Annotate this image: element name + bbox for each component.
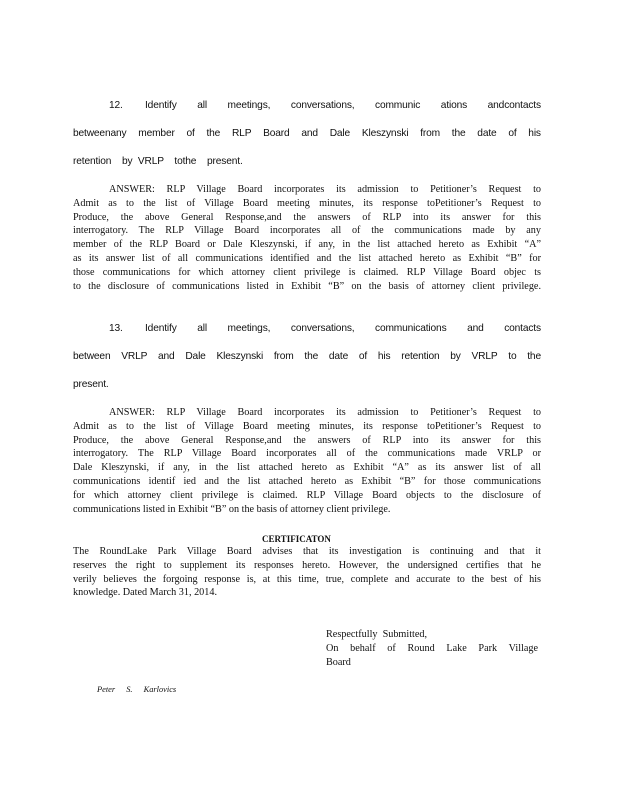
word: Dale: [329, 128, 351, 139]
word: member: [138, 128, 175, 139]
certification-line: The RoundLake Park Village Board advises that its investigation is continuing and that it: [73, 546, 541, 557]
word: the: [451, 128, 466, 139]
certification-body: [73, 545, 541, 600]
word: meetings,: [227, 323, 271, 334]
word: Kleszynski: [361, 128, 409, 139]
word: andcontacts: [487, 100, 541, 111]
word: his: [528, 128, 541, 139]
answer-13-line: interrogatory. The RLP Village Board incorporates all of the communications made VRLP or: [73, 448, 541, 460]
interrogatory-13: [73, 322, 541, 392]
answer-13-line: communications identif ied and the list attached hereto as Exhibit “B” for those communications: [73, 475, 541, 487]
signer-name: Peter S. Karlovics: [97, 685, 177, 694]
word: date: [477, 128, 497, 139]
answer-13-line: Admit as to the list of Village Board meeting minutes, its response toPetitioner’s Request to: [73, 420, 541, 432]
word: of: [186, 128, 195, 139]
interrogatory-12-line-3: retention by VRLP tothe present.: [73, 156, 243, 167]
interrogatory-12: [73, 99, 541, 169]
word: RLP: [231, 128, 252, 139]
closing-board: Board: [326, 656, 351, 668]
certification-line: reserves the right to supplement its responses hereto. However, the undersigned certifies that he: [73, 559, 541, 571]
word: to: [508, 351, 517, 362]
certification-title: CERTIFICATON: [262, 534, 331, 544]
word: Identify: [145, 100, 177, 111]
word: betweenany: [73, 128, 127, 139]
answer-13-line: for which attorney client privilege is claimed. RLP Village Board objects to the disclosure of: [73, 489, 541, 501]
word: the: [304, 351, 319, 362]
closing-on-behalf: On behalf of Round Lake Park Village: [326, 642, 538, 654]
closing-block: [326, 628, 538, 669]
word: contacts: [504, 323, 541, 334]
word: ations: [440, 100, 468, 111]
answer-12: [73, 183, 541, 293]
word: Kleszynski: [216, 351, 264, 362]
word: from: [273, 351, 294, 362]
word: the: [527, 351, 541, 362]
word: all: [197, 323, 207, 334]
word: VRLP: [471, 351, 498, 362]
answer-13-line: Dale Kleszynski, if any, in the list attached hereto as Exhibit “A” as its answer list of all: [73, 462, 541, 474]
closing-respectfully: Respectfully Submitted,: [326, 629, 428, 640]
answer-12-line: Produce, the above General Response,and the answers of RLP into its answer for this: [73, 211, 541, 223]
interrogatory-13-number: 13.: [109, 323, 123, 334]
interrogatory-13-line-1: [73, 322, 541, 336]
word: Identify: [145, 323, 177, 334]
answer-12-line: interrogatory. The RLP Village Board incorporates all of the communications made by any: [73, 225, 541, 237]
certification-line: knowledge. Dated March 31, 2014.: [73, 587, 218, 599]
word: the: [206, 128, 221, 139]
certification-line: verily believes the forgoing response is, at this time, true, complete and accurate to the best of his: [73, 573, 541, 585]
word: and: [467, 323, 484, 334]
interrogatory-12-line-2: [73, 127, 541, 141]
word: by: [450, 351, 461, 362]
word: conversations,: [290, 100, 355, 111]
word: from: [420, 128, 441, 139]
answer-12-line: member of the RLP Board or Dale Kleszynski, if any, in the list attached hereto as Exhibit “A”: [73, 239, 541, 251]
word: Board: [263, 128, 290, 139]
interrogatory-13-line-2: [73, 350, 541, 364]
word: communications: [375, 323, 447, 334]
answer-12-line: to the disclosure of communications listed in Exhibit “B” on the basis of attorney client privilege.: [73, 280, 541, 292]
word: Dale: [185, 351, 206, 362]
answer-12-line: Admit as to the list of Village Board meeting minutes, its response toPetitioner’s Request to: [73, 197, 541, 209]
word: all: [197, 100, 207, 111]
answer-12-line: ANSWER: RLP Village Board incorporates its admission to Petitioner’s Request to: [109, 184, 541, 195]
word: meetings,: [227, 100, 271, 111]
word: communic: [375, 100, 421, 111]
word: VRLP: [121, 351, 148, 362]
word: of: [508, 128, 517, 139]
word: conversations,: [290, 323, 355, 334]
word: retention: [401, 351, 440, 362]
answer-13-line: Produce, the above General Response,and the answers of RLP into its answer for this: [73, 434, 541, 446]
answer-13-line: communications listed in Exhibit “B” on the basis of attorney client privilege.: [73, 503, 391, 515]
word: of: [358, 351, 368, 362]
answer-13: [73, 406, 541, 516]
word: between: [73, 351, 111, 362]
interrogatory-12-line-1: [73, 99, 541, 113]
answer-12-line: those communications for which attorney client privilege is claimed. RLP Village Board objec ts: [73, 266, 541, 278]
word: date: [328, 351, 349, 362]
interrogatory-13-line-3: present.: [73, 379, 109, 390]
answer-13-line: ANSWER: RLP Village Board incorporates its admission to Petitioner’s Request to: [109, 407, 541, 418]
interrogatory-12-number: 12.: [109, 100, 123, 111]
word: and: [158, 351, 175, 362]
word: and: [301, 128, 318, 139]
word: his: [377, 351, 391, 362]
answer-12-line: as its answer list of all communications identified and the list attached hereto as Exhibit “B” for: [73, 252, 541, 264]
